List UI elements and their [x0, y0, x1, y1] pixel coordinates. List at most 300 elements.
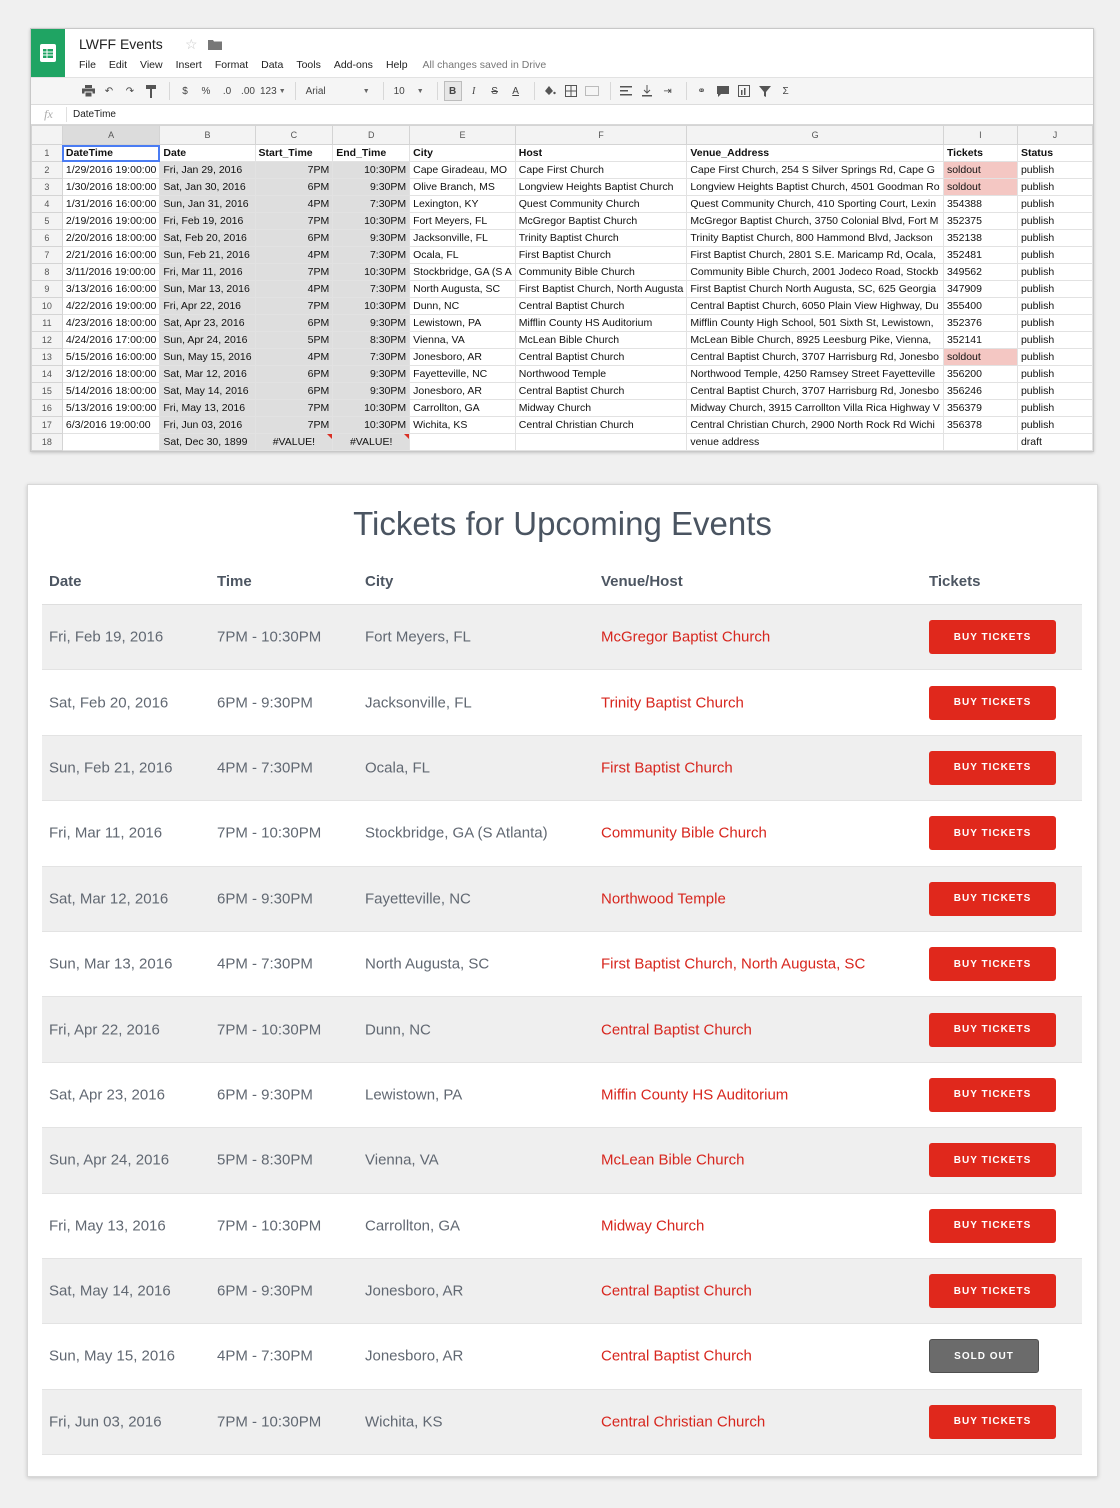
event-row: [42, 997, 1082, 1062]
sheet-cell[interactable]: 6PM: [255, 366, 333, 383]
sheet-cell[interactable]: Longview Heights Baptist Church, 4501 Goodman Ro: [687, 179, 944, 196]
spreadsheet-grid: [31, 125, 1093, 451]
sheet-row: [32, 349, 1093, 366]
sold-out-button[interactable]: SOLD OUT: [929, 1339, 1039, 1373]
sheet-cell[interactable]: Olive Branch, MS: [410, 179, 516, 196]
event-venue-link[interactable]: Community Bible Church: [601, 824, 767, 842]
row-number[interactable]: 5: [32, 213, 63, 230]
header-cell[interactable]: Host: [515, 145, 687, 162]
sheet-cell[interactable]: 354388: [943, 196, 1017, 213]
sheet-cell[interactable]: First Baptist Church North Augusta, SC, 625 Georgia: [687, 281, 944, 298]
event-venue-link[interactable]: Northwood Temple: [601, 890, 726, 908]
sheet-cell[interactable]: Quest Community Church, 410 Sporting Court, Lexin: [687, 196, 944, 213]
row-number[interactable]: 11: [32, 315, 63, 332]
header-cell[interactable]: City: [410, 145, 516, 162]
toolbar-divider: [610, 82, 611, 100]
sheet-cell[interactable]: 8:30PM: [333, 332, 410, 349]
sheet-cell[interactable]: Sat, May 14, 2016: [160, 383, 255, 400]
event-row: [42, 1324, 1082, 1389]
sheet-cell[interactable]: 356200: [943, 366, 1017, 383]
decrease-decimal-button[interactable]: .0: [222, 85, 232, 97]
paint-format-icon[interactable]: [142, 81, 160, 101]
sheet-cell[interactable]: Fri, Jan 29, 2016: [160, 162, 255, 179]
sheet-cell[interactable]: First Baptist Church: [515, 247, 687, 264]
sheet-cell[interactable]: publish: [1017, 179, 1092, 196]
header-date: Date: [49, 573, 82, 590]
event-venue-link[interactable]: First Baptist Church: [601, 759, 733, 777]
event-city: Jacksonville, FL: [365, 694, 472, 712]
sheet-cell[interactable]: Sat, Jan 30, 2016: [160, 179, 255, 196]
event-date: Sat, Apr 23, 2016: [49, 1086, 165, 1104]
sheet-cell[interactable]: 355400: [943, 298, 1017, 315]
spreadsheet-window: [30, 28, 1094, 452]
row-number[interactable]: 13: [32, 349, 63, 366]
sheet-row: [32, 213, 1093, 230]
print-icon[interactable]: [79, 81, 97, 101]
column-header[interactable]: J: [1017, 126, 1092, 145]
sheet-cell[interactable]: 4/22/2016 19:00:00: [62, 298, 160, 315]
sheet-cell[interactable]: Sat, Apr 23, 2016: [160, 315, 255, 332]
sheet-cell[interactable]: Mifflin County High School, 501 Sixth St, Lewistown,: [687, 315, 944, 332]
event-date: Fri, Feb 19, 2016: [49, 628, 164, 646]
sheet-cell[interactable]: Community Bible Church: [515, 264, 687, 281]
header-cell[interactable]: Start_Time: [255, 145, 333, 162]
link-icon[interactable]: ⚭: [697, 85, 706, 97]
sheet-cell[interactable]: 1/29/2016 19:00:00: [62, 162, 160, 179]
header-cell[interactable]: DateTime: [62, 145, 160, 162]
sheet-cell[interactable]: 9:30PM: [333, 230, 410, 247]
event-time: 6PM - 9:30PM: [217, 1282, 313, 1300]
sheet-cell[interactable]: 2/20/2016 18:00:00: [62, 230, 160, 247]
sheet-cell[interactable]: Central Baptist Church, 3707 Harrisburg Rd, Jonesbo: [687, 383, 944, 400]
buy-tickets-button[interactable]: BUY TICKETS: [929, 686, 1056, 720]
sheet-cell[interactable]: [515, 434, 687, 451]
row-number[interactable]: 8: [32, 264, 63, 281]
menu-view[interactable]: View: [140, 59, 163, 71]
sheet-cell[interactable]: 1/31/2016 16:00:00: [62, 196, 160, 213]
event-venue-link[interactable]: Central Baptist Church: [601, 1347, 752, 1365]
row-number[interactable]: 10: [32, 298, 63, 315]
sheet-cell[interactable]: Sat, Dec 30, 1899: [160, 434, 255, 451]
sheet-cell[interactable]: Fri, Jun 03, 2016: [160, 417, 255, 434]
sheet-cell[interactable]: Lexington, KY: [410, 196, 516, 213]
event-time: 4PM - 7:30PM: [217, 955, 313, 973]
sheet-cell[interactable]: 1/30/2016 18:00:00: [62, 179, 160, 196]
sheet-cell[interactable]: 3/12/2016 18:00:00: [62, 366, 160, 383]
formula-input[interactable]: DateTime: [73, 109, 116, 120]
event-time: 6PM - 9:30PM: [217, 694, 313, 712]
sheet-cell[interactable]: publish: [1017, 332, 1092, 349]
vertical-align-icon[interactable]: [638, 81, 656, 101]
sheet-row: [32, 281, 1093, 298]
menu-edit[interactable]: Edit: [108, 59, 128, 71]
column-header[interactable]: F: [515, 126, 687, 145]
event-venue-link[interactable]: Midway Church: [601, 1217, 705, 1235]
buy-tickets-button[interactable]: BUY TICKETS: [929, 816, 1056, 850]
row-number[interactable]: 3: [32, 179, 63, 196]
row-number[interactable]: 2: [32, 162, 63, 179]
buy-tickets-button[interactable]: BUY TICKETS: [929, 1274, 1056, 1308]
sheet-cell[interactable]: Jonesboro, AR: [410, 349, 516, 366]
merge-cells-icon[interactable]: [583, 81, 601, 101]
sheet-cell[interactable]: publish: [1017, 315, 1092, 332]
font-family-dropdown[interactable]: [302, 81, 374, 101]
sheet-row: [32, 400, 1093, 417]
header-cell[interactable]: Tickets: [943, 145, 1017, 162]
sheet-cell[interactable]: Quest Community Church: [515, 196, 687, 213]
header-cell[interactable]: Status: [1017, 145, 1092, 162]
column-header[interactable]: C: [255, 126, 333, 145]
column-header[interactable]: B: [160, 126, 255, 145]
doc-title[interactable]: LWFF Events: [79, 36, 163, 52]
row-number[interactable]: 15: [32, 383, 63, 400]
buy-tickets-button[interactable]: BUY TICKETS: [929, 882, 1056, 916]
sheet-cell[interactable]: 4PM: [255, 196, 333, 213]
sheet-cell[interactable]: 9:30PM: [333, 366, 410, 383]
sheet-cell[interactable]: publish: [1017, 383, 1092, 400]
column-header[interactable]: E: [410, 126, 516, 145]
toolbar-divider: [383, 82, 384, 100]
menu-insert[interactable]: Insert: [175, 59, 202, 71]
menu-help[interactable]: Help: [385, 59, 408, 71]
sheet-cell[interactable]: 10:30PM: [333, 298, 410, 315]
header-cell[interactable]: End_Time: [333, 145, 410, 162]
sheet-cell[interactable]: publish: [1017, 298, 1092, 315]
event-venue-link[interactable]: McLean Bible Church: [601, 1151, 745, 1169]
sheet-cell[interactable]: 7PM: [255, 264, 333, 281]
sheet-cell[interactable]: soldout: [943, 162, 1017, 179]
menu-bar: [79, 59, 559, 71]
sheet-cell[interactable]: publish: [1017, 281, 1092, 298]
row-number[interactable]: 7: [32, 247, 63, 264]
row-number[interactable]: 16: [32, 400, 63, 417]
sheet-cell[interactable]: venue address: [687, 434, 944, 451]
sheet-cell[interactable]: [62, 434, 160, 451]
sheet-cell[interactable]: 7:30PM: [333, 349, 410, 366]
event-venue-link[interactable]: Central Baptist Church: [601, 1282, 752, 1300]
sheet-cell[interactable]: 7PM: [255, 298, 333, 315]
sheet-cell[interactable]: North Augusta, SC: [410, 281, 516, 298]
sheet-cell[interactable]: Cape First Church: [515, 162, 687, 179]
sheet-cell[interactable]: publish: [1017, 213, 1092, 230]
sheet-cell[interactable]: 6PM: [255, 230, 333, 247]
event-city: Jonesboro, AR: [365, 1347, 464, 1365]
sheet-cell[interactable]: Sat, Feb 20, 2016: [160, 230, 255, 247]
header-cell[interactable]: Venue_Address: [687, 145, 944, 162]
events-table-header: [42, 573, 1082, 605]
sheet-cell[interactable]: 10:30PM: [333, 162, 410, 179]
sheet-cell[interactable]: 352376: [943, 315, 1017, 332]
sheet-cell[interactable]: Sun, Jan 31, 2016: [160, 196, 255, 213]
sheet-cell[interactable]: McGregor Baptist Church: [515, 213, 687, 230]
sheet-cell[interactable]: Sun, Apr 24, 2016: [160, 332, 255, 349]
sheet-cell[interactable]: Mifflin County HS Auditorium: [515, 315, 687, 332]
event-venue-link[interactable]: Central Baptist Church: [601, 1021, 752, 1039]
sheet-cell[interactable]: 10:30PM: [333, 400, 410, 417]
sheet-cell[interactable]: Midway Church, 3915 Carrollton Villa Rica Highway V: [687, 400, 944, 417]
sheet-cell[interactable]: 4/23/2016 18:00:00: [62, 315, 160, 332]
buy-tickets-button[interactable]: BUY TICKETS: [929, 1013, 1056, 1047]
sheet-cell[interactable]: 6PM: [255, 315, 333, 332]
sheet-cell[interactable]: 5PM: [255, 332, 333, 349]
sheet-cell[interactable]: 6/3/2016 19:00:00: [62, 417, 160, 434]
sheet-cell[interactable]: Sun, Mar 13, 2016: [160, 281, 255, 298]
column-header[interactable]: G: [687, 126, 944, 145]
sheet-cell[interactable]: Jacksonville, FL: [410, 230, 516, 247]
comment-icon[interactable]: [714, 81, 732, 101]
sheet-cell[interactable]: 6PM: [255, 179, 333, 196]
event-city: Wichita, KS: [365, 1413, 443, 1431]
event-date: Sun, Mar 13, 2016: [49, 955, 173, 973]
event-time: 6PM - 9:30PM: [217, 1086, 313, 1104]
save-status: All changes saved in Drive: [422, 59, 547, 71]
sheet-cell[interactable]: Central Baptist Church: [515, 298, 687, 315]
sheet-cell[interactable]: Trinity Baptist Church, 800 Hammond Blvd, Jackson: [687, 230, 944, 247]
folder-icon[interactable]: [208, 39, 222, 50]
event-city: Dunn, NC: [365, 1021, 431, 1039]
sheet-cell[interactable]: 352141: [943, 332, 1017, 349]
sheet-cell[interactable]: McLean Bible Church, 8925 Leesburg Pike, Vienna,: [687, 332, 944, 349]
row-number[interactable]: 9: [32, 281, 63, 298]
toolbar: [31, 77, 1093, 105]
row-number[interactable]: 14: [32, 366, 63, 383]
sheet-cell[interactable]: 2/19/2016 19:00:00: [62, 213, 160, 230]
sheet-cell[interactable]: 352375: [943, 213, 1017, 230]
sheet-cell[interactable]: 349562: [943, 264, 1017, 281]
sheet-cell[interactable]: Longview Heights Baptist Church: [515, 179, 687, 196]
sheet-cell[interactable]: Midway Church: [515, 400, 687, 417]
sheet-cell[interactable]: Central Baptist Church, 6050 Plain View Highway, Du: [687, 298, 944, 315]
sheet-cell[interactable]: Fri, Feb 19, 2016: [160, 213, 255, 230]
sheet-cell[interactable]: publish: [1017, 196, 1092, 213]
sheet-cell[interactable]: 4PM: [255, 281, 333, 298]
sheet-cell[interactable]: 356379: [943, 400, 1017, 417]
sheet-cell[interactable]: 9:30PM: [333, 383, 410, 400]
sheet-cell[interactable]: Central Christian Church, 2900 North Rock Rd Wichi: [687, 417, 944, 434]
sheet-cell[interactable]: Community Bible Church, 2001 Jodeco Road, Stockb: [687, 264, 944, 281]
sheet-cell[interactable]: soldout: [943, 349, 1017, 366]
column-header[interactable]: D: [333, 126, 410, 145]
increase-decimal-button[interactable]: .00: [241, 85, 255, 97]
column-header[interactable]: A: [62, 126, 160, 145]
sheet-cell[interactable]: Cape First Church, 254 S Silver Springs Rd, Cape G: [687, 162, 944, 179]
header-city: City: [365, 573, 394, 590]
sheet-cell[interactable]: First Baptist Church, North Augusta: [515, 281, 687, 298]
sheet-cell[interactable]: 7PM: [255, 162, 333, 179]
borders-icon[interactable]: [562, 81, 580, 101]
row-number[interactable]: 18: [32, 434, 63, 451]
event-row: [42, 1259, 1082, 1324]
event-row: [42, 1390, 1082, 1455]
align-left-icon[interactable]: [617, 81, 635, 101]
star-icon[interactable]: ☆: [185, 36, 198, 52]
buy-tickets-button[interactable]: BUY TICKETS: [929, 1405, 1056, 1439]
sheet-cell[interactable]: Cape Giradeau, MO: [410, 162, 516, 179]
buy-tickets-button[interactable]: BUY TICKETS: [929, 751, 1056, 785]
sheet-cell[interactable]: 352138: [943, 230, 1017, 247]
fill-color-icon[interactable]: [541, 81, 559, 101]
event-date: Sat, Mar 12, 2016: [49, 890, 169, 908]
sheet-row: [32, 230, 1093, 247]
sheet-cell[interactable]: [410, 434, 516, 451]
event-venue-link[interactable]: McGregor Baptist Church: [601, 628, 771, 646]
column-header[interactable]: I: [943, 126, 1017, 145]
sheet-cell[interactable]: Trinity Baptist Church: [515, 230, 687, 247]
sheet-cell[interactable]: #VALUE!: [333, 434, 410, 451]
sheet-cell[interactable]: First Baptist Church, 2801 S.E. Maricamp Rd, Ocala,: [687, 247, 944, 264]
sheet-cell[interactable]: 6PM: [255, 383, 333, 400]
sheet-cell[interactable]: 5/13/2016 19:00:00: [62, 400, 160, 417]
sheet-cell[interactable]: Sun, Feb 21, 2016: [160, 247, 255, 264]
sheet-cell[interactable]: 5/14/2016 18:00:00: [62, 383, 160, 400]
row-number[interactable]: 6: [32, 230, 63, 247]
sheet-cell[interactable]: [943, 434, 1017, 451]
event-row: [42, 605, 1082, 670]
sheet-cell[interactable]: 7:30PM: [333, 247, 410, 264]
text-wrap-icon[interactable]: ⇥: [663, 85, 672, 97]
sheet-cell[interactable]: 3/13/2016 16:00:00: [62, 281, 160, 298]
sheet-cell[interactable]: Fri, Mar 11, 2016: [160, 264, 255, 281]
currency-format-button[interactable]: $: [182, 85, 188, 97]
sheets-logo-icon[interactable]: [31, 29, 65, 77]
bold-button[interactable]: B: [444, 81, 462, 101]
sheet-cell[interactable]: McGregor Baptist Church, 3750 Colonial Blvd, Fort M: [687, 213, 944, 230]
sheet-cell[interactable]: McLean Bible Church: [515, 332, 687, 349]
functions-button[interactable]: Σ: [782, 85, 789, 97]
sheet-cell[interactable]: Fri, May 13, 2016: [160, 400, 255, 417]
event-venue-link[interactable]: First Baptist Church, North Augusta, SC: [601, 955, 866, 973]
sheet-cell[interactable]: 7PM: [255, 417, 333, 434]
number-format-dropdown[interactable]: [260, 81, 286, 101]
sheet-cell[interactable]: Jonesboro, AR: [410, 383, 516, 400]
sheet-cell[interactable]: Lewistown, PA: [410, 315, 516, 332]
chart-icon[interactable]: [735, 81, 753, 101]
sheet-cell[interactable]: 352481: [943, 247, 1017, 264]
sheet-cell[interactable]: publish: [1017, 366, 1092, 383]
sheet-cell[interactable]: Ocala, FL: [410, 247, 516, 264]
events-card: [27, 484, 1098, 1477]
sheet-cell[interactable]: 5/15/2016 16:00:00: [62, 349, 160, 366]
sheet-cell[interactable]: Central Baptist Church, 3707 Harrisburg Rd, Jonesbo: [687, 349, 944, 366]
sheet-cell[interactable]: 9:30PM: [333, 179, 410, 196]
sheet-cell[interactable]: 7:30PM: [333, 196, 410, 213]
sheet-cell[interactable]: 7PM: [255, 213, 333, 230]
event-venue-link[interactable]: Miffin County HS Auditorium: [601, 1086, 789, 1104]
sheet-cell[interactable]: Fort Meyers, FL: [410, 213, 516, 230]
sheet-cell[interactable]: Carrollton, GA: [410, 400, 516, 417]
sheet-cell[interactable]: 9:30PM: [333, 315, 410, 332]
sheet-cell[interactable]: 2/21/2016 16:00:00: [62, 247, 160, 264]
row-number[interactable]: 4: [32, 196, 63, 213]
sheet-cell[interactable]: 10:30PM: [333, 264, 410, 281]
sheet-cell[interactable]: Northwood Temple, 4250 Ramsey Street Fayetteville: [687, 366, 944, 383]
sheet-cell[interactable]: #VALUE!: [255, 434, 333, 451]
percent-format-button[interactable]: %: [201, 85, 211, 97]
event-venue-link[interactable]: Central Christian Church: [601, 1413, 766, 1431]
sheet-cell[interactable]: publish: [1017, 417, 1092, 434]
sheet-cell[interactable]: Fri, Apr 22, 2016: [160, 298, 255, 315]
sheet-cell[interactable]: Northwood Temple: [515, 366, 687, 383]
filter-icon[interactable]: [756, 81, 774, 101]
buy-tickets-button[interactable]: BUY TICKETS: [929, 1209, 1056, 1243]
sheet-header: [31, 29, 1093, 77]
sheet-cell[interactable]: Wichita, KS: [410, 417, 516, 434]
buy-tickets-button[interactable]: BUY TICKETS: [929, 947, 1056, 981]
sheet-cell[interactable]: 4PM: [255, 247, 333, 264]
row-number[interactable]: 1: [32, 145, 63, 162]
sheet-cell[interactable]: Central Christian Church: [515, 417, 687, 434]
sheet-cell[interactable]: publish: [1017, 349, 1092, 366]
buy-tickets-button[interactable]: BUY TICKETS: [929, 620, 1056, 654]
menu-file[interactable]: File: [79, 59, 96, 71]
text-color-button[interactable]: A: [512, 85, 519, 97]
sheet-cell[interactable]: soldout: [943, 179, 1017, 196]
sheet-cell[interactable]: 7PM: [255, 400, 333, 417]
sheet-cell[interactable]: 4/24/2016 17:00:00: [62, 332, 160, 349]
buy-tickets-button[interactable]: BUY TICKETS: [929, 1143, 1056, 1177]
font-size-dropdown[interactable]: [390, 81, 428, 101]
event-time: 7PM - 10:30PM: [217, 1021, 322, 1039]
sheet-cell[interactable]: Dunn, NC: [410, 298, 516, 315]
fx-icon: fx: [31, 107, 67, 122]
sheet-cell[interactable]: Fayetteville, NC: [410, 366, 516, 383]
sheet-cell[interactable]: 347909: [943, 281, 1017, 298]
sheet-cell[interactable]: Vienna, VA: [410, 332, 516, 349]
menu-addons[interactable]: Add-ons: [333, 59, 373, 71]
strikethrough-button[interactable]: S: [491, 85, 498, 97]
sheet-cell[interactable]: 3/11/2016 19:00:00: [62, 264, 160, 281]
sheet-cell[interactable]: 10:30PM: [333, 417, 410, 434]
sheet-cell[interactable]: 356378: [943, 417, 1017, 434]
sheet-cell[interactable]: 10:30PM: [333, 213, 410, 230]
menu-data[interactable]: Data: [261, 59, 284, 71]
sheet-cell[interactable]: Sat, Mar 12, 2016: [160, 366, 255, 383]
undo-icon[interactable]: ↶: [104, 85, 114, 97]
header-time: Time: [217, 573, 252, 590]
sheet-cell[interactable]: 356246: [943, 383, 1017, 400]
event-row: [42, 867, 1082, 932]
sheet-cell[interactable]: Stockbridge, GA (S A: [410, 264, 516, 281]
event-city: Ocala, FL: [365, 759, 431, 777]
sheet-cell[interactable]: Sun, May 15, 2016: [160, 349, 255, 366]
sheet-cell[interactable]: Central Baptist Church: [515, 383, 687, 400]
sheet-cell[interactable]: publish: [1017, 162, 1092, 179]
event-city: Jonesboro, AR: [365, 1282, 464, 1300]
row-number[interactable]: 17: [32, 417, 63, 434]
sheet-row: [32, 196, 1093, 213]
sheet-cell[interactable]: Central Baptist Church: [515, 349, 687, 366]
row-number[interactable]: 12: [32, 332, 63, 349]
buy-tickets-button[interactable]: BUY TICKETS: [929, 1078, 1056, 1112]
header-cell[interactable]: Date: [160, 145, 255, 162]
number-format-label: 123: [260, 85, 277, 97]
menu-format[interactable]: Format: [214, 59, 249, 71]
menu-tools[interactable]: Tools: [296, 59, 321, 71]
select-all-corner[interactable]: [32, 126, 63, 145]
italic-button[interactable]: I: [471, 85, 476, 97]
sheet-cell[interactable]: publish: [1017, 264, 1092, 281]
redo-icon[interactable]: ↷: [125, 85, 135, 97]
event-venue-link[interactable]: Trinity Baptist Church: [601, 694, 744, 712]
sheet-cell[interactable]: publish: [1017, 230, 1092, 247]
sheet-cell[interactable]: 7:30PM: [333, 281, 410, 298]
sheet-cell[interactable]: draft: [1017, 434, 1092, 451]
sheet-cell[interactable]: publish: [1017, 247, 1092, 264]
toolbar-divider: [686, 82, 687, 100]
sheet-cell[interactable]: publish: [1017, 400, 1092, 417]
event-time: 5PM - 8:30PM: [217, 1151, 313, 1169]
sheet-cell[interactable]: 4PM: [255, 349, 333, 366]
